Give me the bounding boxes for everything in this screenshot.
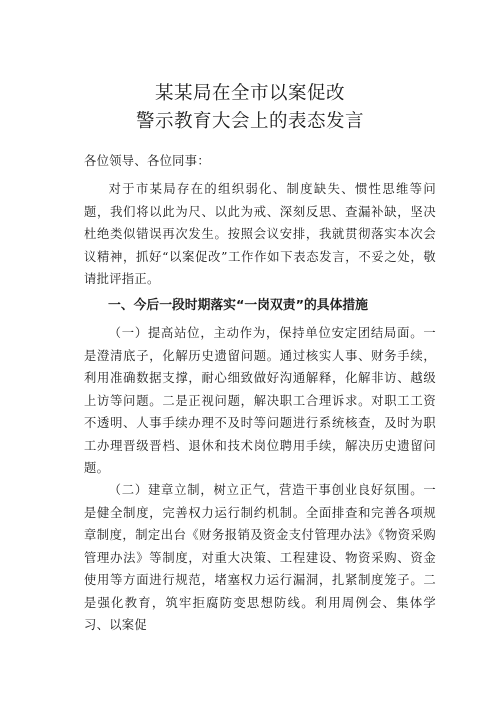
document-title-line-2: 警示教育大会上的表态发言 xyxy=(135,111,364,132)
paragraph-measure-1: （一）提高站位，主动作为，保持单位安定团结局面。一是澄清底子，化解历史遗留问题。通过核实人事、财务手续，利用准确数据支撑，耐心细致做好沟通解释，化解非访、越级上访等问题。二是正视问题，解决职工合理诉求。对职工工资不透明、人事手续办理不及时等问题进行系统核查，及时为职工办理晋级晋档、退休和技术岗位聘用手续，解决历史遗留问题。 xyxy=(84,326,436,475)
document-title-line-1: 某某局在全市以案促改 xyxy=(154,83,345,104)
intro-paragraph: 对于市某局存在的组织弱化、制度缺失、惯性思维等问题，我们将以此为尺、以此为戒、深刻反思、查漏补缺，坚决杜绝类似错误再次发生。按照会议安排，我就贯彻落实本次会议精神，抓好“以案促改”工作作如下表态发言，不妥之处，敬请批评指正。 xyxy=(84,182,436,286)
salutation: 各位领导、各位同事： xyxy=(84,154,210,168)
paragraph-measure-2: （二）建章立制，树立正气，营造干事创业良好氛围。一是健全制度，完善权力运行制约机制。全面排查和完善各项规章制度，制定出台《财务报销及资金支付管理办法》《物资采购管理办法》等制度，对重大决策、工程建设、物资采购、资金使用等方面进行规范，堵塞权力运行漏洞，扎紧制度笼子。二是强化教育，筑牢拒腐防变思想防线。利用周例会、集体学习、以案促 xyxy=(84,483,436,632)
section-heading-1: 一、今后一段时期落实“一岗双责”的具体措施 xyxy=(108,298,368,313)
